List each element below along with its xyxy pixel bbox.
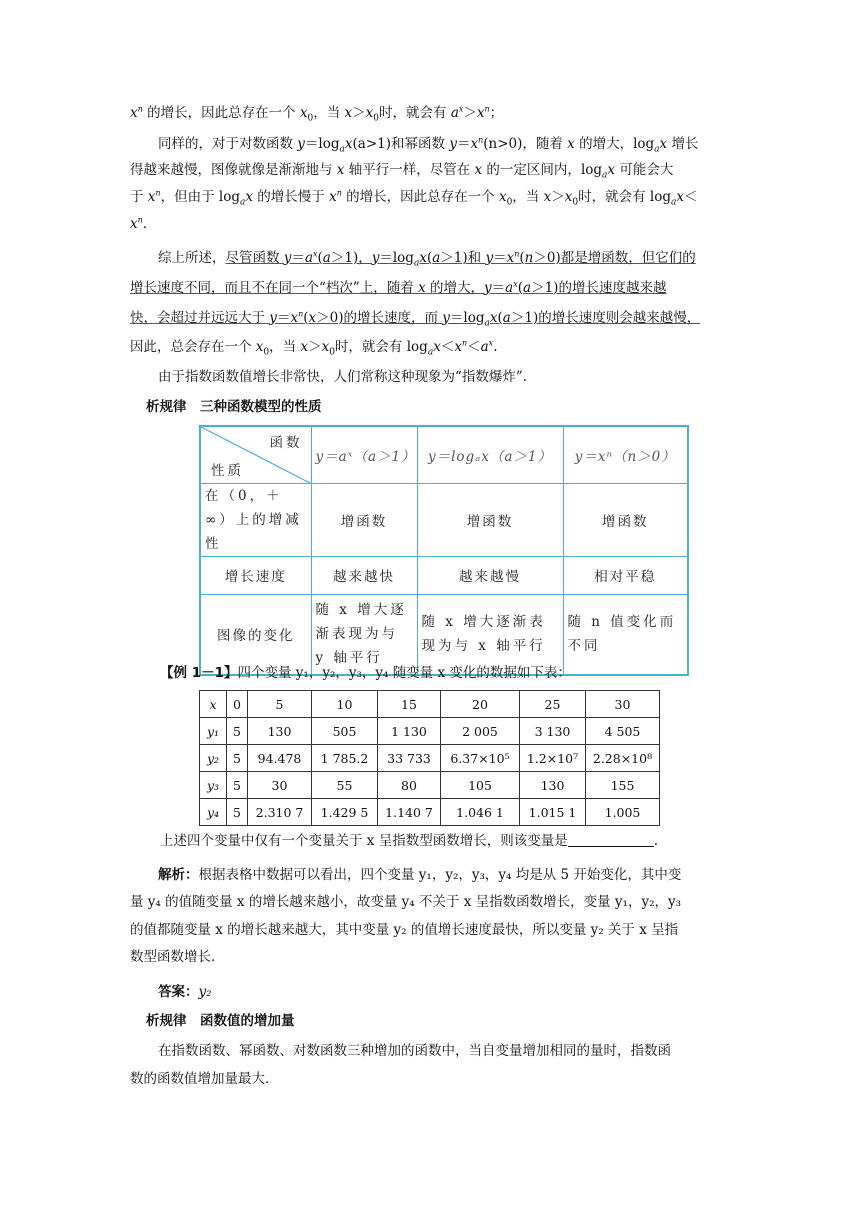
table-cell: 1 785.2 xyxy=(312,745,378,772)
section-heading-2: 析规律 函数值的增加量 xyxy=(146,1013,295,1029)
table-row xyxy=(200,718,660,745)
answer-line xyxy=(130,979,730,1005)
table-cell: 105 xyxy=(441,772,520,799)
paragraph-2: 同样的，对于对数函数 $y=\log_ax(a>1)$和幂函数 $y=x^n(n>0)$，随着 x 的增大，$\log_ax$ 增长 xyxy=(158,135,699,155)
table-cell: 1.429 5 xyxy=(312,799,378,826)
table-cell: 3 130 xyxy=(520,718,586,745)
table-cell: 130 xyxy=(248,718,312,745)
answer-blank xyxy=(568,832,654,847)
table-cell: 505 xyxy=(312,718,378,745)
example-statement xyxy=(160,660,780,686)
table-row-label: y₃ xyxy=(200,772,227,799)
question-text: 上述四个变量中仅有一个变量关于 x 呈指数型函数增长，则该变量是 . xyxy=(160,833,658,849)
property-table-row xyxy=(200,556,688,594)
table-cell: 越来越快 xyxy=(311,556,417,594)
table-cell: 80 xyxy=(378,772,441,799)
table-header-cell: 15 xyxy=(378,691,441,718)
table-cell: 增函数 xyxy=(417,483,563,556)
corner-label-property: 性质 xyxy=(211,462,244,479)
paragraph-2-line-2: 得越来越慢，图像就像是渐渐地与 x 轴平行一样，尽管在 x 的一定区间内，$\log_ax$ 可能会大 xyxy=(130,162,674,181)
table-cell: 1.015 1 xyxy=(520,799,586,826)
table-cell: 94.478 xyxy=(248,745,312,772)
table-cell: 55 xyxy=(312,772,378,799)
table-cell: 5 xyxy=(227,799,248,826)
table-cell: 6.37×10⁵ xyxy=(441,745,520,772)
example-text: 四个变量 y₁，y₂，y₃，y₄ 随变量 x 变化的数据如下表： xyxy=(237,665,571,681)
table-row-label: y₁ xyxy=(200,718,227,745)
table-cell: 5 xyxy=(227,745,248,772)
example-tag: 【例 1－1】 xyxy=(160,665,238,681)
paragraph-3-line-4: 因此，总会存在一个 $x_0$，当 $x>x_0$时，就会有 $\log_ax<x^n<a^x$. xyxy=(130,338,498,358)
table-cell: 2.310 7 xyxy=(248,799,312,826)
paragraph-4: 由于指数函数值增长非常快，人们常称这种现象为“指数爆炸”． xyxy=(158,369,537,385)
table-header-cell: 25 xyxy=(520,691,586,718)
table-cell: 4 505 xyxy=(586,718,660,745)
row-label-graph-change: 图像的变化 xyxy=(200,594,311,675)
solution-line-1: 解析：根据表格中数据可以看出，四个变量 y₁，y₂，y₃，y₄ 均是从 5 开始变化，其中变 xyxy=(158,867,682,883)
table-row-label: y₂ xyxy=(200,745,227,772)
table-cell: 1.046 1 xyxy=(441,799,520,826)
data-table xyxy=(199,690,660,826)
property-table-header-row xyxy=(200,426,688,483)
table-header-cell: 0 xyxy=(227,691,248,718)
paragraph-3-line-3: 快，会超过并远远大于 $y=x^n(x>0)$的增长速度，而 $y=\log_ax(a>1)$的增长速度则会越来越慢， xyxy=(130,309,701,329)
answer-value: y₂ xyxy=(198,984,212,1000)
final-line-2: 数的函数值增加量最大． xyxy=(130,1071,279,1087)
property-table-row xyxy=(200,483,688,556)
table-header-cell: 5 xyxy=(248,691,312,718)
table-cell: 随 x 增大逐渐表现为与 y 轴平行 xyxy=(311,594,417,675)
table-cell: 1.2×10⁷ xyxy=(520,745,586,772)
paragraph-2-line-4: $x^n$. xyxy=(130,215,148,232)
answer-label: 答案： xyxy=(158,984,199,1000)
paragraph-3-line-2: 增长速度不同，而且不在同一个“档次”上，随着 x 的增大，$y=a^x(a>1)$的增长速度越来越 xyxy=(130,279,667,296)
row-label-growth-speed: 增长速度 xyxy=(200,556,311,594)
corner-label-function: 函数 xyxy=(269,435,303,451)
table-row xyxy=(200,772,660,799)
table-header-cell: 20 xyxy=(441,691,520,718)
table-cell: 1 130 xyxy=(378,718,441,745)
table-cell: 5 xyxy=(227,772,248,799)
table-cell: 2 005 xyxy=(441,718,520,745)
table-header-cell: 30 xyxy=(586,691,660,718)
table-row-label: y₄ xyxy=(200,799,227,826)
table-header-cell: x xyxy=(200,691,227,718)
table-row xyxy=(200,799,660,826)
table-cell: 30 xyxy=(248,772,312,799)
table-cell: 1.140 7 xyxy=(378,799,441,826)
solution-label: 解析： xyxy=(158,867,199,883)
table-cell: 130 xyxy=(520,772,586,799)
table-cell: 随 n 值变化而不同 xyxy=(563,594,688,675)
column-header-exponential: y＝aˣ（a＞1） xyxy=(311,426,417,483)
table-cell: 1.005 xyxy=(586,799,660,826)
final-line-1: 在指数函数、幂函数、对数函数三种增加的函数中，当自变量增加相同的量时，指数函 xyxy=(158,1043,671,1059)
property-table xyxy=(199,425,689,676)
table-header-cell: 10 xyxy=(312,691,378,718)
solution-line-3: 的值都随变量 x 的增长越来越大，其中变量 y₂ 的值增长速度最快，所以变量 y₂ 关于 x 呈指 xyxy=(130,922,679,938)
table-cell: 增函数 xyxy=(311,483,417,556)
table-cell: 5 xyxy=(227,718,248,745)
column-header-logarithmic: y＝logₐx（a＞1） xyxy=(417,426,563,483)
solution-line-4: 数型函数增长． xyxy=(130,949,225,965)
table-cell: 33 733 xyxy=(378,745,441,772)
table-cell: 越来越慢 xyxy=(417,556,563,594)
data-table-header-row xyxy=(200,691,660,718)
table-cell: 2.28×10⁸ xyxy=(586,745,660,772)
column-header-power: y＝xⁿ（n＞0） xyxy=(563,426,688,483)
paragraph-1: $x^n$ 的增长，因此总存在一个 $x_0$，当 $x>x_0$时，就会有 $a^x>x^n$； xyxy=(130,104,504,124)
table-row xyxy=(200,745,660,772)
solution-line-2: 量 y₄ 的值随变量 x 的增长越来越小，故变量 y₄ 不关于 x 呈指数函数增长，变量 y₁，y₂，y₃ xyxy=(130,894,682,910)
table-cell: 增函数 xyxy=(563,483,688,556)
row-label-monotonicity: 在（0，＋∞）上的增减性 xyxy=(200,483,311,556)
paragraph-2-line-3: 于 $x^n$，但由于 $\log_ax$ 的增长慢于 $x^n$ 的增长，因此总存在一个 $x_0$，当 $x>x_0$时，就会有 $\log_ax<$ xyxy=(130,188,698,208)
table-cell: 相对平稳 xyxy=(563,556,688,594)
paragraph-3: 综上所述，尽管函数 $y=a^x(a>1)$，$y=\log_ax(a>1)$和 $y=x^n(n>0)$都是增函数，但它们的 xyxy=(158,249,696,269)
table-cell: 155 xyxy=(586,772,660,799)
section-heading-1: 析规律 三种函数模型的性质 xyxy=(146,399,322,415)
property-table-corner xyxy=(200,426,311,483)
table-cell: 随 x 增大逐渐表现为与 x 轴平行 xyxy=(417,594,563,675)
